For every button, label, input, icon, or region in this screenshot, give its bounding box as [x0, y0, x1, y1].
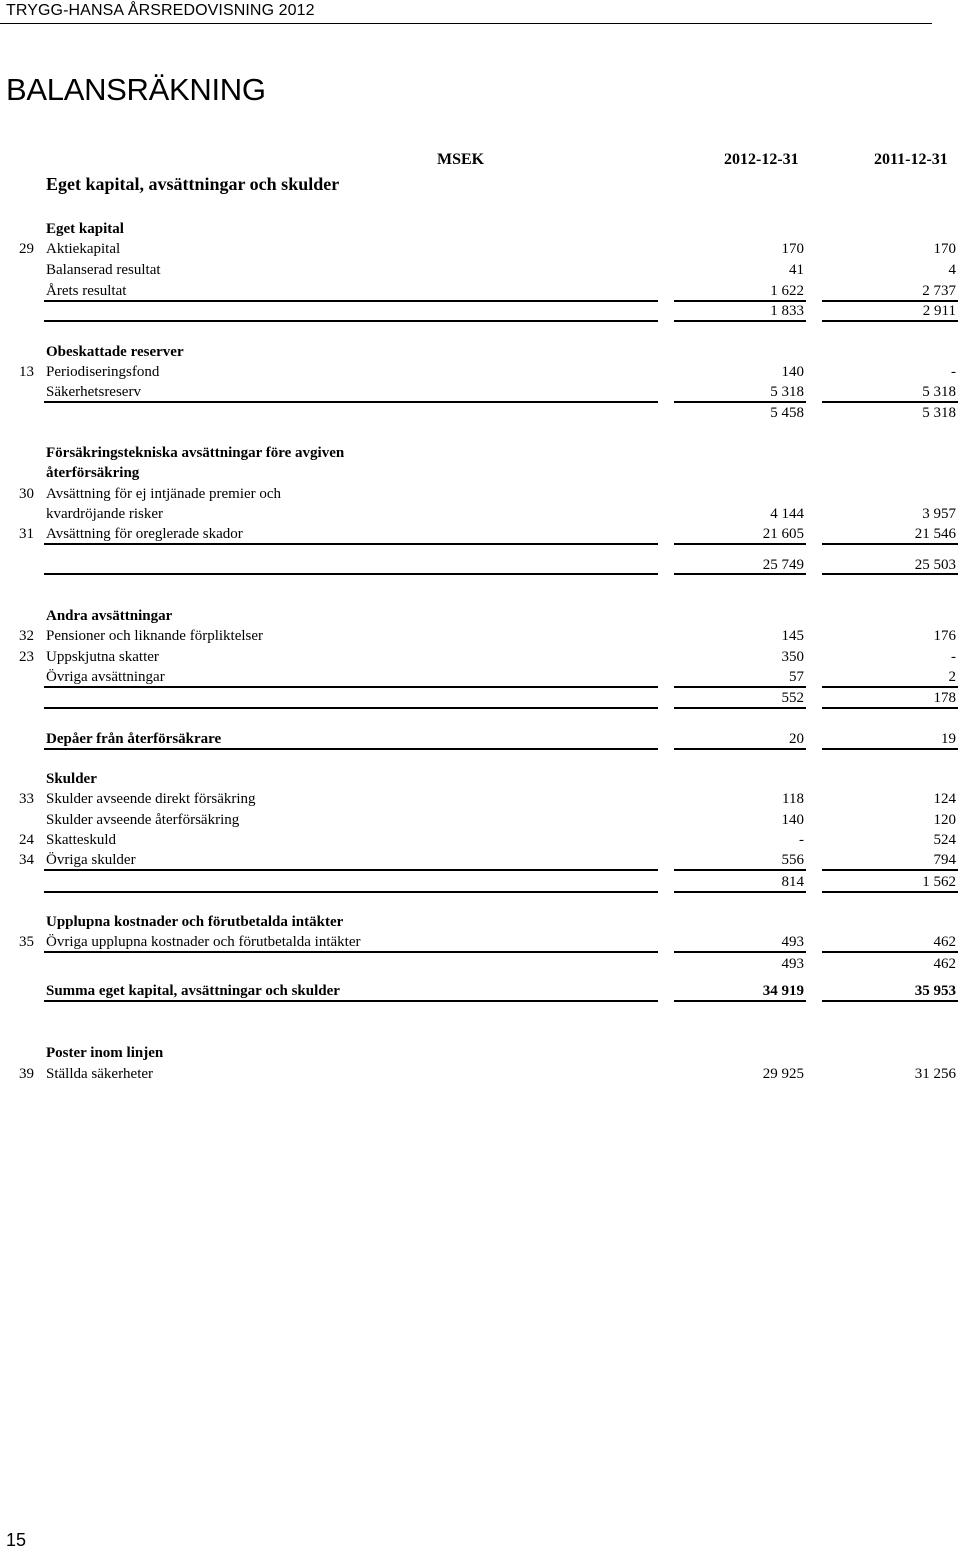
eget-kapital-heading: Eget kapital [46, 221, 124, 237]
row-label: Säkerhetsreserv [46, 384, 141, 400]
value-2012: 1 622 [770, 283, 804, 299]
underline [822, 707, 958, 709]
value-2012: 5 318 [770, 384, 804, 400]
subtotal-2012: 814 [781, 874, 804, 890]
row-label: Övriga skulder [46, 852, 136, 868]
value-2012: 118 [782, 791, 804, 807]
underline [674, 1000, 806, 1002]
note-ref: 30 [19, 486, 34, 502]
row-label: Skulder avseende direkt försäkring [46, 791, 256, 807]
total-2012: 34 919 [762, 983, 804, 999]
subtotal-2011: 25 503 [914, 557, 956, 573]
underline [44, 320, 658, 322]
value-2012: - [799, 832, 804, 848]
row-label: Uppskjutna skatter [46, 649, 159, 665]
forsakringstekniska-heading: Försäkringstekniska avsättningar före avgiven [46, 445, 345, 461]
row-label: Avsättning för oreglerade skador [46, 526, 243, 542]
note-ref: 34 [19, 852, 34, 868]
value-2011: 31 256 [914, 1066, 956, 1082]
page-title: BALANSRÄKNING [6, 72, 266, 107]
header-divider [0, 23, 932, 24]
note-ref: 33 [19, 791, 34, 807]
subtotal-2012: 25 749 [762, 557, 804, 573]
underline [674, 891, 806, 893]
subtotal-2011: 462 [933, 956, 956, 972]
underline [674, 869, 806, 871]
underline [822, 573, 958, 575]
underline [44, 543, 658, 545]
row-label: Periodiseringsfond [46, 364, 160, 380]
underline [822, 1000, 958, 1002]
underline [44, 951, 658, 953]
subtotal-2012: 493 [781, 956, 804, 972]
underline [44, 869, 658, 871]
value-2011: 19 [941, 731, 956, 747]
obeskattade-heading: Obeskattade reserver [46, 344, 184, 360]
page-number: 15 [6, 1530, 27, 1550]
underline [822, 686, 958, 688]
value-2012: 4 144 [770, 506, 804, 522]
col2-header: 2011-12-31 [874, 151, 948, 168]
depaer-label: Depåer från återförsäkrare [46, 731, 222, 747]
value-2011: 524 [933, 832, 956, 848]
row-label: Balanserad resultat [46, 262, 161, 278]
row-label: Aktiekapital [46, 241, 121, 257]
underline [822, 951, 958, 953]
subtotal-2012: 5 458 [770, 405, 804, 421]
row-label: Avsättning för ej intjänade premier och [46, 486, 282, 502]
row-label: Övriga upplupna kostnader och förutbetalda intäkter [46, 934, 361, 950]
row-label: Årets resultat [46, 283, 127, 299]
skulder-heading: Skulder [46, 771, 97, 787]
underline [44, 401, 658, 403]
col1-header: 2012-12-31 [724, 151, 799, 168]
underline [674, 573, 806, 575]
note-ref: 31 [19, 526, 34, 542]
row-label: Pensioner och liknande förpliktelser [46, 628, 264, 644]
underline [44, 748, 658, 750]
note-ref: 13 [19, 364, 34, 380]
row-label: Skulder avseende återförsäkring [46, 812, 240, 828]
value-2011: 124 [933, 791, 956, 807]
subtotal-2011: 5 318 [922, 405, 956, 421]
value-2012: 145 [781, 628, 804, 644]
underline [822, 320, 958, 322]
value-2012: 29 925 [762, 1066, 804, 1082]
upplupna-heading: Upplupna kostnader och förutbetalda intäkter [46, 914, 344, 930]
value-2012: 350 [781, 649, 804, 665]
subtotal-2011: 178 [933, 690, 956, 706]
underline [44, 1000, 658, 1002]
value-2011: 176 [933, 628, 956, 644]
row-label: Ställda säkerheter [46, 1066, 154, 1082]
value-2012: 556 [781, 852, 804, 868]
subtotal-2012: 552 [781, 690, 804, 706]
value-2012: 21 605 [762, 526, 804, 542]
subtotal-2011: 1 562 [922, 874, 956, 890]
underline [674, 320, 806, 322]
value-2011: - [951, 364, 956, 380]
underline [674, 951, 806, 953]
row-label-cont: kvardröjande risker [46, 506, 164, 522]
report-header: TRYGG-HANSA ÅRSREDOVISNING 2012 [6, 2, 315, 19]
value-2012: 41 [789, 262, 804, 278]
note-ref: 39 [19, 1066, 34, 1082]
underline [674, 401, 806, 403]
underline [674, 543, 806, 545]
note-ref: 29 [19, 241, 34, 257]
value-2011: - [951, 649, 956, 665]
underline [822, 748, 958, 750]
section-title: Eget kapital, avsättningar och skulder [46, 174, 340, 194]
value-2012: 140 [781, 364, 804, 380]
subtotal-2012: 1 833 [770, 303, 804, 319]
value-2011: 170 [933, 241, 956, 257]
value-2011: 794 [933, 852, 956, 868]
underline [674, 748, 806, 750]
poster-heading: Poster inom linjen [46, 1045, 164, 1061]
underline [44, 686, 658, 688]
value-2012: 140 [781, 812, 804, 828]
value-2011: 120 [933, 812, 956, 828]
underline [44, 707, 658, 709]
underline [822, 401, 958, 403]
value-2012: 493 [781, 934, 804, 950]
value-2011: 4 [948, 262, 956, 278]
value-2012: 170 [781, 241, 804, 257]
total-2011: 35 953 [914, 983, 956, 999]
note-ref: 23 [19, 649, 34, 665]
underline [822, 543, 958, 545]
underline [44, 300, 658, 302]
value-2011: 462 [933, 934, 956, 950]
underline [674, 686, 806, 688]
underline [44, 891, 658, 893]
row-label: Övriga avsättningar [46, 669, 165, 685]
subtotal-2011: 2 911 [922, 303, 956, 319]
value-2012: 57 [789, 669, 804, 685]
value-2011: 2 737 [922, 283, 956, 299]
andra-heading: Andra avsättningar [46, 608, 173, 624]
underline [822, 891, 958, 893]
value-2011: 5 318 [922, 384, 956, 400]
value-2012: 20 [789, 731, 804, 747]
value-2011: 3 957 [922, 506, 956, 522]
summa-label: Summa eget kapital, avsättningar och skulder [46, 983, 340, 999]
row-label: Skatteskuld [46, 832, 116, 848]
note-ref: 35 [19, 934, 34, 950]
note-ref: 32 [19, 628, 34, 644]
underline [674, 707, 806, 709]
value-2011: 2 [948, 669, 956, 685]
note-ref: 24 [19, 832, 34, 848]
forsakringstekniska-heading-cont: återförsäkring [46, 465, 140, 481]
unit-header: MSEK [437, 151, 485, 168]
value-2011: 21 546 [914, 526, 956, 542]
underline [44, 573, 658, 575]
underline [822, 869, 958, 871]
